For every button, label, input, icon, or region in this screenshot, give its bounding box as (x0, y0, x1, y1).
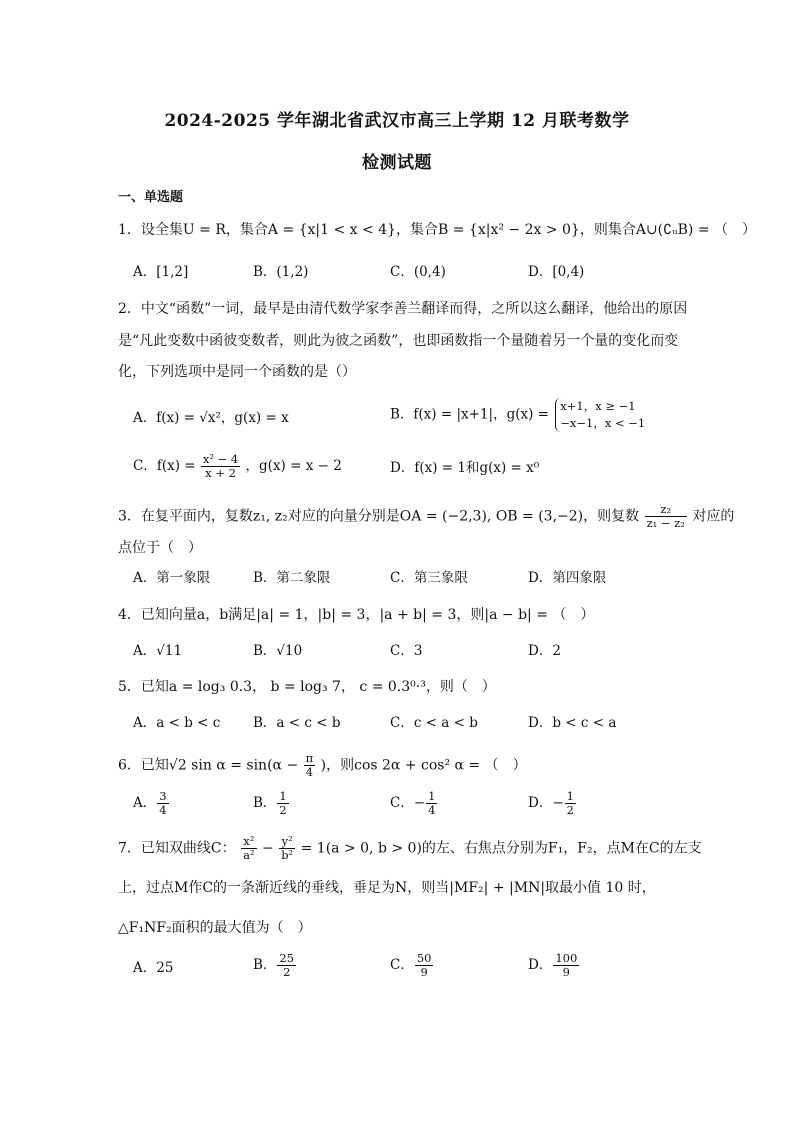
question-7-line-1 (118, 835, 702, 862)
question-7-line-3: △F₁NF₂面积的最大值为（ ） (118, 920, 312, 936)
piecewise-case-2: −x−1，x < −1 (560, 416, 646, 430)
question-7-line-2: 上，过点M作C的一条渐近线的垂线，垂足为N，则当|MF₂| + |MN|取最小值 10 时， (118, 880, 656, 896)
question-5-option-b: B．a < c < b (253, 715, 341, 731)
question-3-option-a: A．第一象限 (133, 570, 211, 586)
fraction-numerator: 1 (428, 789, 436, 803)
question-3-option-d: D．第四象限 (528, 570, 607, 586)
fraction-denominator: x + 2 (205, 466, 236, 480)
fraction (426, 790, 437, 817)
option-label: B． (253, 957, 277, 973)
fraction-denominator: b² (281, 848, 294, 862)
option-label: D． (528, 957, 553, 973)
fraction-numerator: 100 (555, 951, 578, 965)
fraction-denominator: 9 (562, 965, 570, 979)
question-4-option-b: B．√10 (253, 643, 303, 659)
question-7-prefix: 7．已知双曲线C： (118, 840, 236, 857)
option-label: D． (528, 795, 553, 811)
question-5-option-d: D．b < c < a (528, 715, 617, 731)
fraction (157, 790, 168, 817)
fraction-denominator: 4 (305, 765, 314, 779)
question-3-line-1 (118, 503, 734, 530)
fraction-numerator: z₂ (645, 503, 687, 517)
option-label: C． (390, 795, 414, 811)
question-6-suffix: )，则cos 2α + cos² α = （ ） (320, 757, 527, 774)
question-3-line-1-suffix: 对应的 (692, 508, 735, 525)
question-2-line-3: 化，下列选项中是同一个函数的是（） (118, 364, 356, 380)
question-7-option-c (390, 952, 434, 979)
question-4-option-a: A．√11 (133, 643, 183, 659)
fraction-numerator: 50 (416, 951, 432, 965)
question-2-line-2: 是“凡此变数中函彼变数者，则此为彼之函数”，也即函数指一个量随着另一个量的变化而变 (118, 333, 679, 349)
question-4-option-c: C．3 (390, 643, 423, 659)
fraction-numerator: 25 (279, 951, 295, 965)
question-3-line-2: 点位于（ ） (118, 540, 202, 556)
question-2-option-d: D．f(x) = 1和g(x) = x⁰ (390, 460, 540, 476)
fraction (277, 952, 296, 979)
question-2-option-b (390, 398, 645, 432)
exam-title-line1: 2024-2025 学年湖北省武汉市高三上学期 12 月联考数学 (164, 111, 630, 131)
question-2-option-c-prefix: C．f(x) = (133, 458, 196, 474)
question-3-line-1-prefix: 3．在复平面内，复数z₁, z₂对应的向量分别是OA = (−2,3), OB = (3,−2)，则复数 (118, 508, 640, 525)
question-2-option-a: A．f(x) = √x²，g(x) = x (133, 410, 289, 426)
fraction (241, 835, 256, 862)
question-6-prefix: 6．已知√2 sin α = sin(α − (118, 757, 299, 774)
fraction (304, 752, 316, 779)
option-label: C． (390, 957, 414, 973)
question-3-option-c: C．第三象限 (390, 570, 468, 586)
question-5-text: 5．已知a = log₃ 0.3， b = log₃ 7， c = 0.3⁰·³，则（ ） (118, 679, 496, 695)
fraction (415, 952, 434, 979)
fraction-denominator: 4 (428, 803, 436, 817)
fraction-denominator: a² (243, 848, 255, 862)
exam-title-line2: 检测试题 (362, 153, 432, 173)
section-heading: 一、单选题 (118, 190, 184, 205)
question-1-option-a: A．[1,2] (133, 264, 189, 280)
fraction-numerator: 3 (159, 789, 167, 803)
question-1-option-d: D．[0,4) (528, 264, 585, 280)
fraction-denominator: 2 (283, 965, 291, 979)
question-6-option-d (528, 790, 577, 817)
question-2-line-1: 2．中文“函数”一词，最早是由清代数学家李善兰翻译而得，之所以这么翻译，他给出的原因 (118, 301, 688, 317)
question-4-option-d: D．2 (528, 643, 561, 659)
fraction-numerator: 1 (566, 789, 574, 803)
fraction-numerator: 1 (279, 789, 287, 803)
question-2-option-b-prefix: B．f(x) = |x+1|，g(x) = (390, 406, 549, 423)
fraction-numerator: x² (241, 835, 256, 849)
question-5-option-a: A．a < b < c (133, 715, 221, 731)
fraction (645, 503, 687, 530)
minus-sign: − (262, 840, 274, 857)
question-1-option-b: B．(1,2) (253, 264, 309, 280)
question-7-option-b (253, 952, 297, 979)
question-1-option-c: C．(0,4) (390, 264, 446, 280)
fraction-numerator: π (305, 751, 314, 765)
question-5-option-c: C．c < a < b (390, 715, 478, 731)
fraction-denominator: z₁ − z₂ (646, 516, 685, 530)
fraction (553, 952, 579, 979)
question-1-text: 1．设全集U = R，集合A = {x|1 < x < 4}，集合B = {x|x² − 2x > 0}，则集合A∪(∁ᵤB) = （ ） (118, 222, 757, 238)
question-3-option-b: B．第二象限 (253, 570, 331, 586)
option-label: B． (253, 795, 277, 811)
question-6-option-c (390, 790, 438, 817)
fraction (201, 453, 240, 480)
question-7-line-1-suffix: = 1(a > 0, b > 0)的左、右焦点分别为F₁，F₂，点M在C的左支 (300, 840, 702, 857)
option-label: A． (133, 795, 157, 811)
fraction (565, 790, 576, 817)
fraction-numerator: x² − 4 (202, 452, 239, 466)
question-2-option-c (133, 453, 342, 480)
question-7-option-d (528, 952, 580, 979)
option-sign: − (413, 795, 426, 811)
piecewise-brace (555, 398, 645, 432)
question-7-option-a: A．25 (133, 960, 174, 976)
piecewise-case-1: x+1，x ≥ −1 (560, 399, 636, 413)
question-2-option-c-suffix: ，g(x) = x − 2 (245, 458, 342, 474)
fraction-denominator: 4 (159, 803, 167, 817)
fraction (277, 790, 288, 817)
question-6-option-b (253, 790, 290, 817)
question-4-text: 4．已知向量a，b满足|a| = 1，|b| = 3，|a + b| = 3，则|a − b| = （ ） (118, 607, 595, 623)
fraction-denominator: 2 (279, 803, 287, 817)
fraction-denominator: 9 (420, 965, 428, 979)
fraction-denominator: 2 (566, 803, 574, 817)
question-6-option-a (133, 790, 170, 817)
question-6-text (118, 752, 527, 779)
option-sign: − (552, 795, 564, 811)
fraction-numerator: y² (279, 835, 295, 849)
fraction (279, 835, 295, 862)
